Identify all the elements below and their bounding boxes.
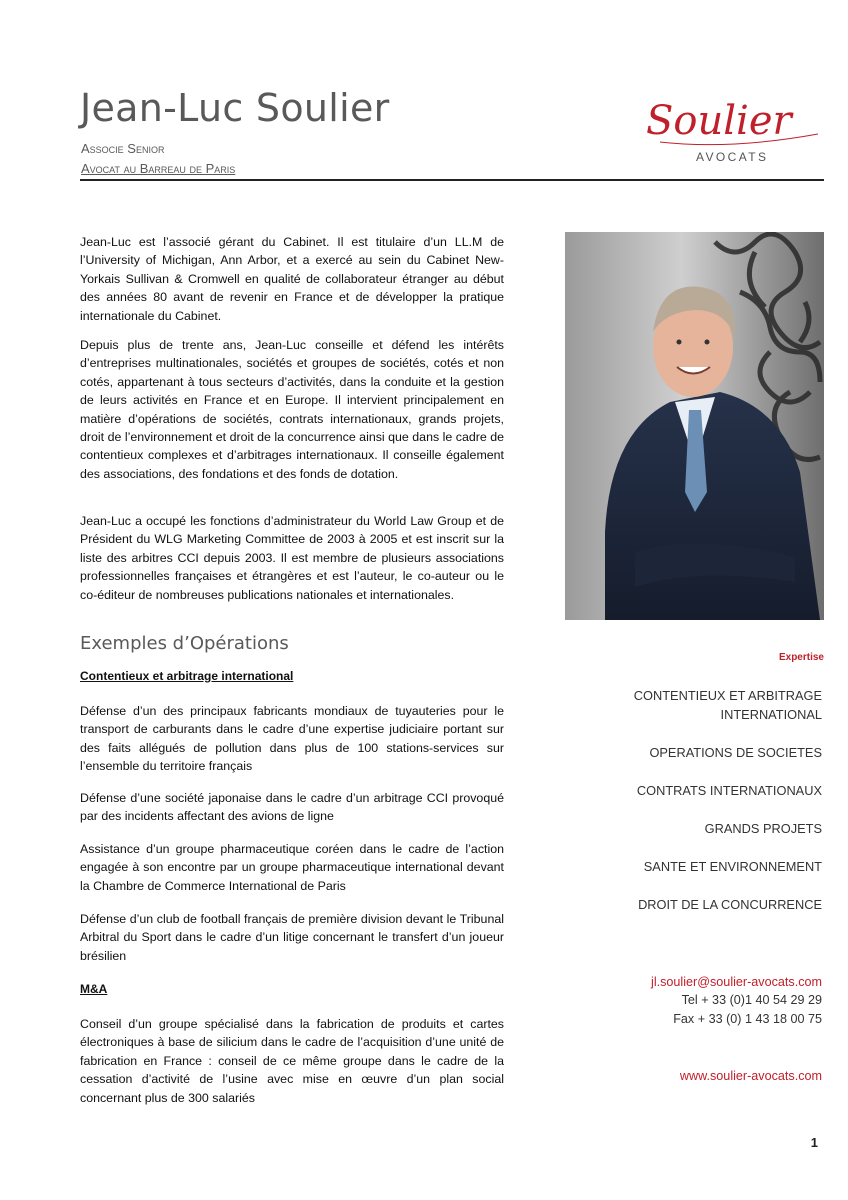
logo-wordmark: Soulier: [646, 98, 792, 144]
expertise-item: DROIT DE LA CONCURRENCE: [638, 897, 822, 912]
operation-item: Défense d’un des principaux fabricants mondiaux de tuyauteries pour le transport de carburants dans le cadre d’une expertise judiciaire portant sur des faits allégués de pollution dans plus de 100 stations-services sur l’ensemble du territoire français: [80, 704, 504, 774]
website-link[interactable]: www.soulier-avocats.com: [679, 1069, 822, 1083]
expertise-item: CONTRATS INTERNATIONAUX: [636, 783, 822, 798]
portrait-photo: [565, 232, 824, 620]
contact-email-link[interactable]: jl.soulier@soulier-avocats.com: [651, 975, 822, 989]
section-title-operations: Exemples d’Opérations: [80, 633, 289, 654]
operation-item: Défense d’un club de football français de première division devant le Tribunal Arbitral du Sport dans le cadre d’un litige concernant le transfert d’un joueur brésilien: [80, 912, 504, 963]
expertise-item: GRANDS PROJETS: [704, 821, 822, 836]
contact-phone: Tel + 33 (0)1 40 54 29 29: [681, 993, 822, 1007]
contact-fax: Fax + 33 (0) 1 43 18 00 75: [673, 1012, 822, 1026]
page-title: Jean-Luc Soulier: [80, 86, 390, 130]
bio-paragraph-3: Jean-Luc a occupé les fonctions d’administrateur du World Law Group et de Président du WLG Marketing Committee de 2003 à 2005 et est inscrit sur la liste des arbitres CCI depuis 2003. Il est membre de plusieurs associations professionnelles françaises et étrangères et est l’auteur, le co-auteur ou le co-éditeur de nombreuses publications nationales et internationales.: [80, 514, 504, 602]
header-divider: [80, 179, 824, 181]
role-line-2: Avocat au Barreau de Paris: [81, 161, 236, 176]
expertise-item: CONTENTIEUX ET ARBITRAGE INTERNATIONAL: [633, 688, 822, 722]
bio-paragraph-1: Jean-Luc est l’associé gérant du Cabinet. Il est titulaire d’un LL.M de l’University of Michigan, Ann Arbor, et a exercé au sein du Cabinet New-Yorkais Sullivan & Cromwell en qualité de collaborateur étranger au début des années 80 avant de revenir en France et de développer la pratique internationale du Cabinet.: [80, 235, 504, 323]
bio-paragraph-2: Depuis plus de trente ans, Jean-Luc conseille et défend les intérêts d’entreprises multinationales, sociétés et groupes de sociétés, cotés et non cotés, appartenant à tous secteurs d’activités, dans la conduite et la gestion de leurs activités en France et en Europe. Il intervient principalement en matière d’opérations de sociétés, contrats internationaux, grands projets, droit de l’environnement et droit de la concurrence ainsi que dans le cadre de contentieux complexes et d’arbitrages internationaux. Il conseille également des associations, des fondations et des fonds de dotation.: [80, 338, 504, 481]
operation-item: Assistance d’un groupe pharmaceutique coréen dans le cadre de l’action engagée à son encontre par un groupe pharmaceutique international devant la Chambre de Commerce International de Paris: [80, 842, 504, 893]
page-number: 1: [810, 1135, 818, 1150]
expertise-item: OPERATIONS DE SOCIETES: [649, 745, 822, 760]
subhead-ma: M&A: [80, 982, 108, 996]
operation-item: Défense d’une société japonaise dans le cadre d’un arbitrage CCI provoqué par des incidents affectant des avions de ligne: [80, 791, 504, 824]
subhead-contentieux: Contentieux et arbitrage international: [80, 669, 294, 683]
operation-item: Conseil d’un groupe spécialisé dans la fabrication de produits et cartes électroniques à base de silicium dans le cadre de l’acquisition d’une unité de fabrication en France : conseil de ce même groupe dans le cadre de la cessation d’activité de l’usine avec mise en œuvre d’un plan social concernant plus de 300 salariés: [80, 1017, 504, 1105]
expertise-item: SANTE ET ENVIRONNEMENT: [643, 859, 822, 874]
logo-subtitle: AVOCATS: [696, 150, 769, 164]
expertise-label: Expertise: [778, 652, 824, 663]
role-line-1: Associe Senior: [81, 141, 165, 156]
